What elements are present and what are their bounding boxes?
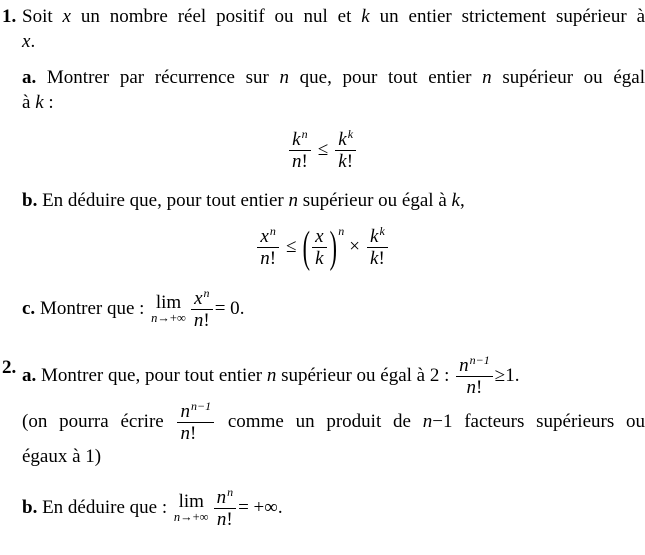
factorial-sign: ! <box>378 248 385 270</box>
text-line <box>22 65 645 90</box>
problem-1-number: 1. <box>2 6 17 27</box>
math-variable-n: n <box>266 365 277 386</box>
text-segment: −1 facteurs supérieurs ou <box>432 411 645 432</box>
math-variable-n: n <box>288 190 298 211</box>
math-variable: n <box>180 401 190 423</box>
factorial-sign: ! <box>301 151 308 172</box>
text-line <box>22 487 645 530</box>
math-variable: k <box>315 248 324 270</box>
text-segment: supérieur ou égal <box>491 67 645 88</box>
fraction-numerator <box>335 129 356 150</box>
fraction <box>177 401 214 444</box>
fraction-denominator <box>289 150 311 172</box>
text-line <box>22 401 645 444</box>
text-segment: un nombre réel positif ou nul et <box>70 6 362 27</box>
fraction-numerator <box>214 487 237 508</box>
question-1b <box>0 188 645 213</box>
math-variable-n: n <box>482 67 492 88</box>
text-segment: En déduire que : <box>37 497 172 518</box>
fraction <box>367 226 388 269</box>
math-variable-n: n <box>279 67 289 88</box>
fraction-numerator <box>289 129 311 150</box>
math-variable: k <box>338 129 347 150</box>
period: . <box>514 365 520 386</box>
fraction <box>456 355 493 398</box>
math-variable: x <box>315 226 324 248</box>
lim-subscript <box>151 312 186 325</box>
leq-sign: ≤ <box>286 236 297 257</box>
factorial-sign: ! <box>203 310 210 332</box>
lim-word: lim <box>155 292 182 314</box>
text-segment: Soit <box>22 6 63 27</box>
fraction-numerator <box>191 288 213 309</box>
math-variable: n <box>260 248 270 270</box>
arrow-infinity: →+∞ <box>157 311 186 326</box>
fraction-denominator <box>177 422 214 444</box>
question-2b <box>0 481 645 530</box>
text-segment: , <box>459 190 465 211</box>
factorial-sign: ! <box>346 151 354 172</box>
times-sign: × <box>349 236 360 257</box>
math-variable: k <box>292 129 301 150</box>
math-variable: k <box>370 226 379 248</box>
question-1a-label: a. <box>22 67 37 88</box>
equals-infinity: = +∞ <box>238 497 278 518</box>
leq-sign: ≤ <box>317 138 329 160</box>
math-exponent: n−1 <box>469 353 490 368</box>
limit-operator <box>174 493 209 524</box>
question-2a-label: a. <box>22 365 37 386</box>
text-segment: supérieur ou égal à <box>297 190 452 211</box>
text-segment: . <box>30 31 36 52</box>
math-variable: n <box>193 310 204 332</box>
text-line <box>22 288 645 331</box>
text-segment: un entier strictement supérieur à <box>369 6 645 27</box>
fraction-denominator <box>456 376 493 398</box>
math-variable: k <box>370 248 379 270</box>
question-2a <box>0 355 645 398</box>
math-exponent: k <box>379 224 385 239</box>
math-exponent: k <box>347 127 354 141</box>
text-segment: égaux à 1) <box>22 446 102 468</box>
math-variable-n: n <box>173 510 181 525</box>
factorial-sign: ! <box>476 377 483 399</box>
math-exponent: n <box>227 485 234 500</box>
math-variable: x <box>260 226 269 248</box>
arrow-infinity: →+∞ <box>180 510 209 525</box>
fraction <box>191 288 213 331</box>
math-exponent: n−1 <box>190 399 212 414</box>
math-variable-x: x <box>22 31 31 52</box>
fraction-numerator <box>312 226 326 247</box>
math-exponent: n <box>301 127 308 141</box>
close-paren: ) <box>329 222 337 272</box>
text-line <box>22 444 645 469</box>
limit-operator <box>151 294 186 325</box>
math-variable-k: k <box>451 190 460 211</box>
text-segment: (on pourra écrire <box>22 411 176 432</box>
text-line <box>22 90 645 115</box>
geq-one: ≥1 <box>494 365 515 386</box>
factorial-sign: ! <box>226 509 233 531</box>
display-formula-2 <box>0 222 645 272</box>
problem-2-number: 2. <box>2 357 17 379</box>
period: . <box>277 497 283 518</box>
math-variable-k: k <box>35 92 44 113</box>
fraction <box>289 129 311 172</box>
text-line <box>22 4 645 29</box>
math-exponent: n <box>269 224 276 239</box>
lim-subscript <box>174 511 209 524</box>
math-variable: n <box>216 509 227 531</box>
factorial-sign: ! <box>269 248 277 270</box>
text-segment: : <box>43 92 54 113</box>
math-variable: n <box>291 151 302 172</box>
text-segment: supérieur ou égal à 2 : <box>276 365 455 386</box>
text-line <box>22 188 645 213</box>
math-variable: x <box>194 288 203 310</box>
question-2b-label: b. <box>22 497 38 518</box>
text-segment: En déduire que, pour tout entier <box>37 190 289 211</box>
math-variable-k: k <box>361 6 370 27</box>
factorial-sign: ! <box>189 423 197 445</box>
math-variable: k <box>338 151 347 172</box>
text-segment: Montrer que : <box>35 298 150 319</box>
fraction-denominator <box>367 247 388 269</box>
fraction-numerator <box>177 401 214 422</box>
question-1c <box>0 284 645 331</box>
lim-word: lim <box>178 491 204 513</box>
math-variable: n <box>216 487 227 509</box>
question-1c-label: c. <box>22 298 36 319</box>
text-segment: comme un produit de <box>216 411 423 432</box>
text-segment: Montrer que, pour tout entier <box>36 365 267 386</box>
fraction-denominator <box>191 309 213 331</box>
fraction-numerator <box>456 355 493 376</box>
question-1a <box>0 65 645 115</box>
math-exponent: n <box>338 224 345 238</box>
text-line <box>22 355 645 398</box>
math-variable: n <box>466 377 477 399</box>
text-segment: à <box>22 92 36 113</box>
math-variable: n <box>180 423 190 445</box>
display-formula-1 <box>0 129 645 172</box>
fraction <box>312 226 326 269</box>
open-paren: ( <box>302 222 310 272</box>
text-segment: que, pour tout entier <box>288 67 483 88</box>
problem-1-intro <box>0 4 645 54</box>
fraction-denominator <box>257 247 279 269</box>
math-variable-x: x <box>62 6 71 27</box>
fraction <box>257 226 279 269</box>
fraction-denominator <box>214 508 237 530</box>
fraction-numerator <box>367 226 388 247</box>
text-line <box>22 29 645 54</box>
fraction <box>214 487 237 530</box>
fraction-denominator <box>335 150 356 172</box>
fraction-denominator <box>312 247 326 269</box>
text-segment: Montrer par récurrence sur <box>36 67 280 88</box>
fraction-numerator <box>257 226 279 247</box>
math-exponent: n <box>203 286 210 301</box>
math-variable-n: n <box>151 311 158 326</box>
equals-zero: = 0 <box>214 298 240 319</box>
question-2a-hint <box>0 401 645 469</box>
fraction <box>335 129 356 172</box>
math-variable-n: n <box>422 411 433 432</box>
question-1b-label: b. <box>22 190 38 211</box>
period: . <box>239 298 245 319</box>
math-variable: n <box>459 355 469 377</box>
